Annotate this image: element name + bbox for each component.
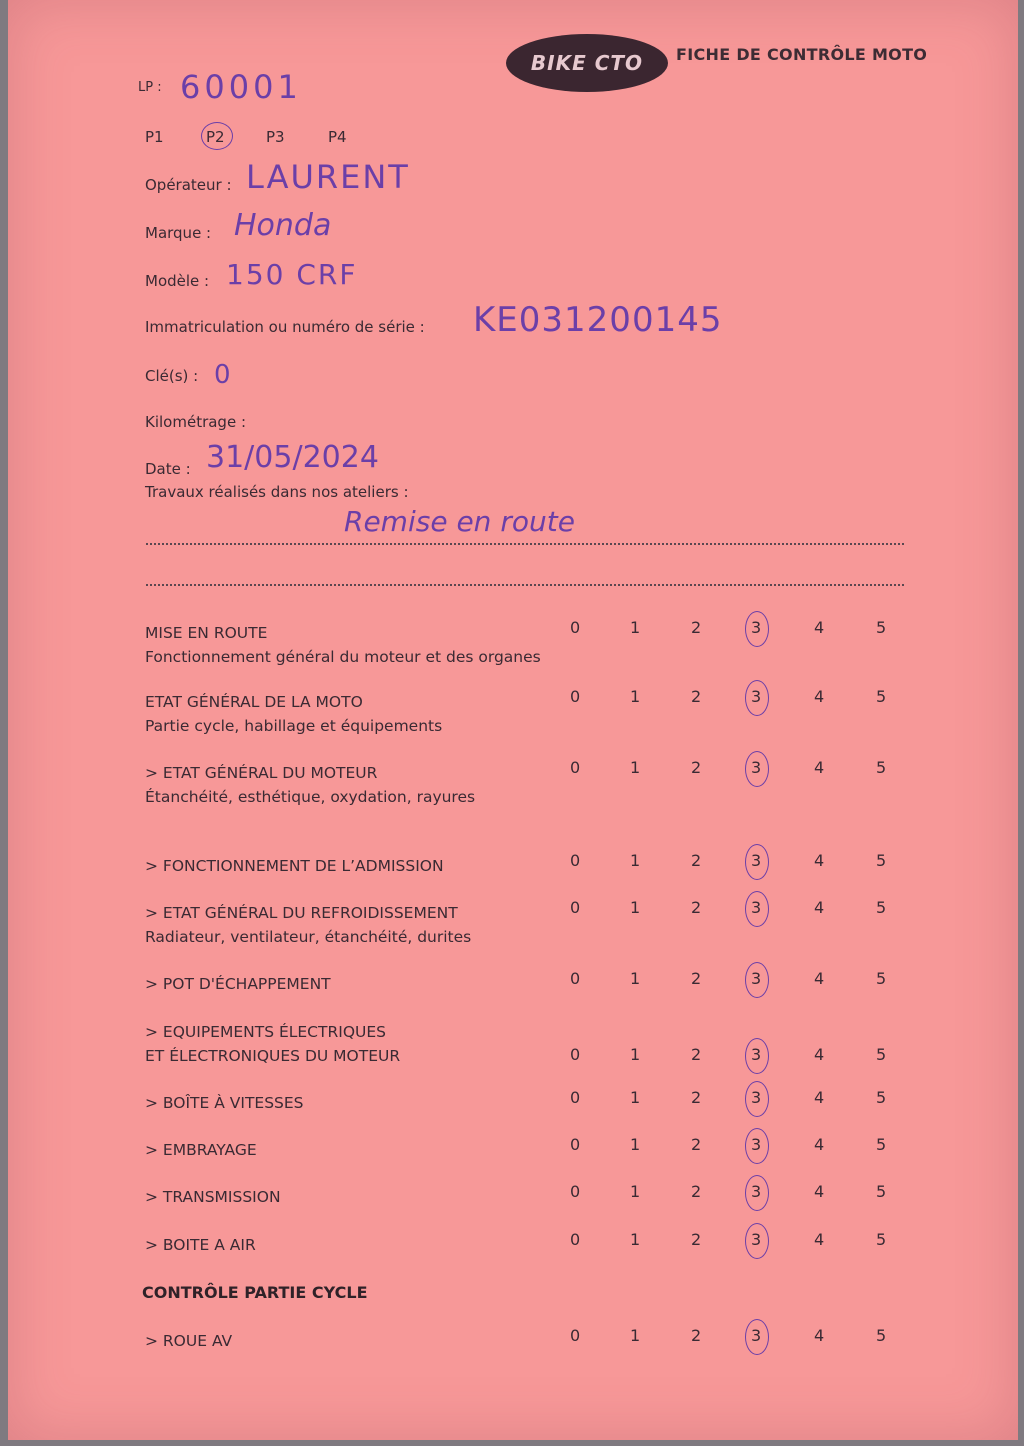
score-option-1: 1	[630, 1045, 641, 1064]
brand-label: Marque :	[145, 224, 212, 242]
score-option-3: 3	[751, 758, 762, 777]
selected-score-circle	[745, 1223, 769, 1259]
score-option-0: 0	[570, 1045, 581, 1064]
score-option-3: 3	[751, 687, 762, 706]
works-line-2	[146, 584, 904, 586]
check-subtitle: Fonctionnement général du moteur et des organes	[145, 648, 541, 666]
position-p1: P1	[145, 128, 164, 146]
lp-value: 60001	[180, 68, 302, 106]
score-option-4: 4	[814, 1088, 825, 1107]
check-title: > TRANSMISSION	[145, 1188, 281, 1206]
score-option-4: 4	[814, 851, 825, 870]
score-option-2: 2	[691, 1088, 702, 1107]
date-label: Date :	[145, 460, 191, 478]
score-option-0: 0	[570, 618, 581, 637]
score-option-3: 3	[751, 1135, 762, 1154]
score-option-2: 2	[691, 758, 702, 777]
score-option-5: 5	[876, 1326, 887, 1345]
score-option-5: 5	[876, 898, 887, 917]
mileage-label: Kilométrage :	[145, 413, 247, 431]
check-title: > BOÎTE À VITESSES	[145, 1094, 304, 1112]
form-sheet	[8, 0, 1018, 1440]
score-option-2: 2	[691, 1135, 702, 1154]
score-option-4: 4	[814, 969, 825, 988]
lp-label: LP :	[138, 80, 162, 95]
score-option-5: 5	[876, 758, 887, 777]
selected-score-circle	[745, 844, 769, 880]
score-option-1: 1	[630, 618, 641, 637]
score-option-3: 3	[751, 1045, 762, 1064]
score-option-5: 5	[876, 969, 887, 988]
check-subtitle: Radiateur, ventilateur, étanchéité, durites	[145, 928, 472, 946]
selected-score-circle	[745, 1128, 769, 1164]
score-option-3: 3	[751, 618, 762, 637]
cycle-check-title: > ROUE AV	[145, 1332, 233, 1350]
check-title: > BOITE A AIR	[145, 1236, 256, 1254]
score-option-1: 1	[630, 758, 641, 777]
serial-label: Immatriculation ou numéro de série :	[145, 318, 425, 336]
score-option-3: 3	[751, 969, 762, 988]
score-option-5: 5	[876, 687, 887, 706]
operator-label: Opérateur :	[145, 176, 232, 194]
score-option-1: 1	[630, 1135, 641, 1154]
score-option-5: 5	[876, 618, 887, 637]
score-option-5: 5	[876, 1135, 887, 1154]
score-option-5: 5	[876, 1088, 887, 1107]
check-subtitle: Partie cycle, habillage et équipements	[145, 717, 443, 735]
score-option-0: 0	[570, 851, 581, 870]
model-value: 150 CRF	[226, 258, 358, 291]
check-title: > FONCTIONNEMENT DE L’ADMISSION	[145, 857, 444, 875]
works-line-1	[146, 543, 904, 545]
score-option-4: 4	[814, 898, 825, 917]
score-option-3: 3	[751, 898, 762, 917]
selected-score-circle	[745, 962, 769, 998]
model-label: Modèle :	[145, 272, 210, 290]
selected-score-circle	[745, 1038, 769, 1074]
score-option-2: 2	[691, 687, 702, 706]
score-option-4: 4	[814, 618, 825, 637]
score-option-4: 4	[814, 758, 825, 777]
keys-label: Clé(s) :	[145, 367, 199, 385]
score-option-1: 1	[630, 851, 641, 870]
brand-value: Honda	[234, 208, 332, 243]
score-option-1: 1	[630, 1088, 641, 1107]
check-title: > ETAT GÉNÉRAL DU MOTEUR	[145, 764, 378, 782]
score-option-2: 2	[691, 1230, 702, 1249]
selected-score-circle	[745, 680, 769, 716]
selected-score-circle	[745, 611, 769, 647]
score-option-2: 2	[691, 969, 702, 988]
score-option-3: 3	[751, 1326, 762, 1345]
position-p3: P3	[266, 128, 285, 146]
score-option-5: 5	[876, 851, 887, 870]
score-option-0: 0	[570, 758, 581, 777]
check-subtitle: ET ÉLECTRONIQUES DU MOTEUR	[145, 1047, 401, 1065]
position-p4: P4	[328, 128, 347, 146]
score-option-0: 0	[570, 898, 581, 917]
keys-value: 0	[214, 360, 231, 390]
logo-text: BIKE CTO	[530, 51, 644, 75]
score-option-1: 1	[630, 898, 641, 917]
score-option-2: 2	[691, 1326, 702, 1345]
score-option-5: 5	[876, 1045, 887, 1064]
check-title: > ETAT GÉNÉRAL DU REFROIDISSEMENT	[145, 904, 458, 922]
score-option-4: 4	[814, 1135, 825, 1154]
position-p2: P2	[206, 128, 225, 146]
score-option-4: 4	[814, 1326, 825, 1345]
score-option-0: 0	[570, 687, 581, 706]
score-option-3: 3	[751, 1182, 762, 1201]
score-option-4: 4	[814, 1230, 825, 1249]
score-option-1: 1	[630, 1182, 641, 1201]
position-p2-circle	[201, 122, 233, 150]
score-option-5: 5	[876, 1182, 887, 1201]
score-option-2: 2	[691, 851, 702, 870]
check-subtitle: Étanchéité, esthétique, oxydation, rayures	[145, 788, 476, 806]
selected-score-circle	[745, 1081, 769, 1117]
score-option-1: 1	[630, 969, 641, 988]
selected-score-circle	[745, 1175, 769, 1211]
section-cycle-title: CONTRÔLE PARTIE CYCLE	[142, 1283, 368, 1302]
works-value: Remise en route	[344, 505, 575, 538]
works-label: Travaux réalisés dans nos ateliers :	[145, 483, 409, 501]
score-option-0: 0	[570, 1088, 581, 1107]
score-option-3: 3	[751, 851, 762, 870]
score-option-2: 2	[691, 618, 702, 637]
score-option-0: 0	[570, 1230, 581, 1249]
serial-value: KE031200145	[473, 300, 723, 340]
score-option-1: 1	[630, 1230, 641, 1249]
check-title: MISE EN ROUTE	[145, 624, 268, 642]
selected-score-circle	[745, 891, 769, 927]
score-option-3: 3	[751, 1230, 762, 1249]
score-option-0: 0	[570, 1135, 581, 1154]
score-option-0: 0	[570, 1326, 581, 1345]
score-option-5: 5	[876, 1230, 887, 1249]
score-option-1: 1	[630, 1326, 641, 1345]
score-option-1: 1	[630, 687, 641, 706]
selected-score-circle	[745, 1319, 769, 1355]
score-option-2: 2	[691, 898, 702, 917]
score-option-0: 0	[570, 969, 581, 988]
score-option-4: 4	[814, 1182, 825, 1201]
check-title: > EMBRAYAGE	[145, 1141, 257, 1159]
check-title: > POT D'ÉCHAPPEMENT	[145, 975, 331, 993]
score-option-2: 2	[691, 1182, 702, 1201]
score-option-4: 4	[814, 687, 825, 706]
selected-score-circle	[745, 751, 769, 787]
form-title: FICHE DE CONTRÔLE MOTO	[676, 45, 928, 64]
score-option-3: 3	[751, 1088, 762, 1107]
operator-value: LAURENT	[246, 158, 410, 196]
brand-logo	[506, 34, 668, 92]
check-title: > EQUIPEMENTS ÉLECTRIQUES	[145, 1023, 386, 1041]
score-option-4: 4	[814, 1045, 825, 1064]
check-title: ETAT GÉNÉRAL DE LA MOTO	[145, 693, 363, 711]
score-option-2: 2	[691, 1045, 702, 1064]
score-option-0: 0	[570, 1182, 581, 1201]
date-value: 31/05/2024	[206, 440, 379, 475]
